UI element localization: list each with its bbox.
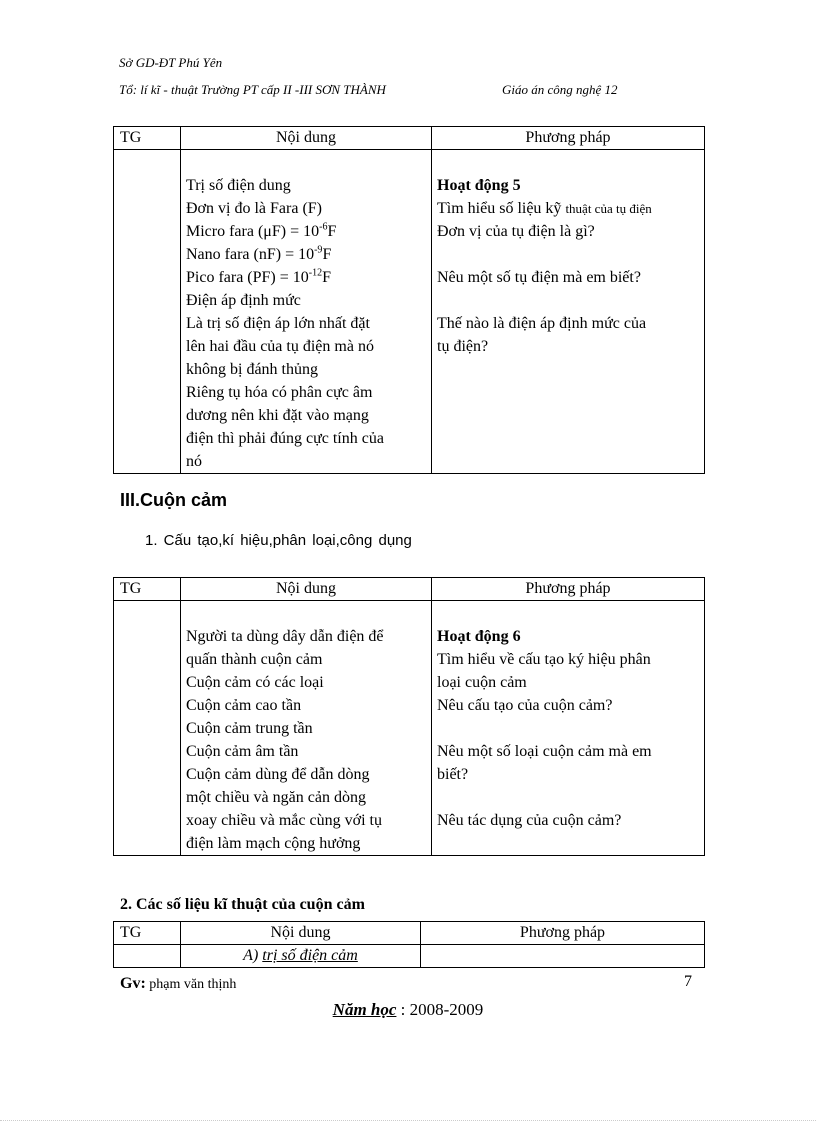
- content-line: Cuộn cảm trung tần: [186, 720, 313, 737]
- page-number: 7: [684, 973, 692, 990]
- method-line: Tìm hiểu về cấu tạo ký hiệu phân: [437, 651, 651, 668]
- col-header-tg: TG: [114, 127, 181, 150]
- content-line: Cuộn cảm cao tần: [186, 697, 302, 714]
- content-cell: A) trị số điện cảm: [181, 945, 421, 968]
- method-line: Nêu cấu tạo của cuộn cảm?: [437, 697, 613, 714]
- content-cell: [181, 150, 432, 474]
- content-line: Pico fara $(PF) = 10^{-12}F$: [186, 267, 332, 286]
- method-line: Thế nào là điện áp định mức của: [437, 315, 647, 332]
- lesson-table-1: [113, 126, 705, 474]
- content-line: xoay chiều và mắc cùng với tụ: [186, 812, 382, 829]
- activity-title: Hoạt động 5: [437, 177, 521, 194]
- page-bottom-divider: [0, 1120, 816, 1121]
- content-line: Cuộn cảm âm tần: [186, 743, 299, 760]
- method-line: biết?: [437, 766, 469, 783]
- col-header-tg: TG: [114, 578, 181, 601]
- method-cell: [421, 945, 705, 968]
- teacher-name: phạm văn thịnh: [145, 977, 237, 992]
- table-row: [114, 150, 705, 474]
- tg-cell: [114, 150, 181, 474]
- header-school: Tổ: lí kĩ - thuật Trường PT cấp II -III SƠN THÀNH: [119, 82, 386, 97]
- table-header-row: [114, 578, 705, 601]
- content-line: Trị số điện dung: [186, 177, 291, 194]
- col-header-method: Phương pháp: [432, 578, 705, 601]
- content-cell: [181, 601, 432, 856]
- content-line: quấn thành cuộn cảm: [186, 651, 323, 668]
- content-line: Riêng tụ hóa có phân cực âm: [186, 384, 373, 401]
- content-line: Người ta dùng dây dẫn điện để: [186, 628, 384, 645]
- content-line: Nano fara $(nF) = 10^{-9}F$: [186, 244, 332, 263]
- content-line: một chiều và ngăn cản dòng: [186, 789, 366, 806]
- school-year-label: Năm học: [332, 1000, 397, 1019]
- col-header-content: Nội dung: [181, 578, 432, 601]
- content-line: nó: [186, 453, 202, 470]
- col-header-content: Nội dung: [181, 127, 432, 150]
- teacher-label: Gv:: [120, 975, 146, 992]
- method-line: Tìm hiểu số liệu kỹ thuật của tụ điện: [437, 200, 652, 217]
- activity-title: Hoạt động 6: [437, 628, 521, 645]
- content-line: Micro fara $(\mu F) = 10^{-6}F$: [186, 221, 337, 240]
- content-line: Đơn vị đo là Fara (F): [186, 200, 322, 217]
- content-line: lên hai đầu của tụ điện mà nó: [186, 338, 374, 355]
- col-header-method: Phương pháp: [432, 127, 705, 150]
- col-header-tg: TG: [114, 922, 181, 945]
- content-line: dương nên khi đặt vào mạng: [186, 407, 369, 424]
- school-year-value: : 2008-2009: [396, 1000, 484, 1019]
- content-line: điện làm mạch cộng hưởng: [186, 835, 361, 852]
- content-line: Là trị số điện áp lớn nhất đặt: [186, 315, 370, 332]
- method-line: loại cuộn cảm: [437, 674, 527, 691]
- lesson-table-3: [113, 921, 705, 968]
- method-line: Nêu một số loại cuộn cảm mà em: [437, 743, 652, 760]
- method-cell: [432, 601, 705, 856]
- col-header-content: Nội dung: [181, 922, 421, 945]
- method-cell: [432, 150, 705, 474]
- method-line: tụ điện?: [437, 338, 489, 355]
- school-year: [0, 1000, 816, 1020]
- content-line: không bị đánh thủng: [186, 361, 318, 378]
- header-department: Sở GD-ĐT Phú Yên: [119, 55, 223, 70]
- method-line: Nêu một số tụ điện mà em biết?: [437, 269, 641, 286]
- table-row: [114, 945, 705, 968]
- col-header-method: Phương pháp: [421, 922, 705, 945]
- method-line: Đơn vị của tụ điện là gì?: [437, 223, 595, 240]
- tg-cell: [114, 601, 181, 856]
- section-title-tech-specs: 2. Các số liệu kĩ thuật của cuộn cảm: [120, 896, 365, 913]
- subsection-title-structure: 1. Cấu tạo,kí hiệu,phân loại,công dụng: [145, 532, 412, 549]
- table-header-row: [114, 922, 705, 945]
- content-line: Điện áp định mức: [186, 292, 301, 309]
- content-line: Cuộn cảm có các loại: [186, 674, 324, 691]
- header-subject: Giáo án công nghệ 12: [502, 82, 618, 97]
- method-line: Nêu tác dụng của cuộn cảm?: [437, 812, 622, 829]
- table-header-row: [114, 127, 705, 150]
- table-row: [114, 601, 705, 856]
- section-title-inductor: III.Cuộn cảm: [120, 490, 228, 510]
- content-line: Cuộn cảm dùng để dẫn dòng: [186, 766, 370, 783]
- content-line: điện thì phải đúng cực tính của: [186, 430, 384, 447]
- header-school-line: [119, 82, 679, 98]
- tg-cell: [114, 945, 181, 968]
- teacher-footer: [120, 975, 236, 993]
- lesson-table-2: [113, 577, 705, 856]
